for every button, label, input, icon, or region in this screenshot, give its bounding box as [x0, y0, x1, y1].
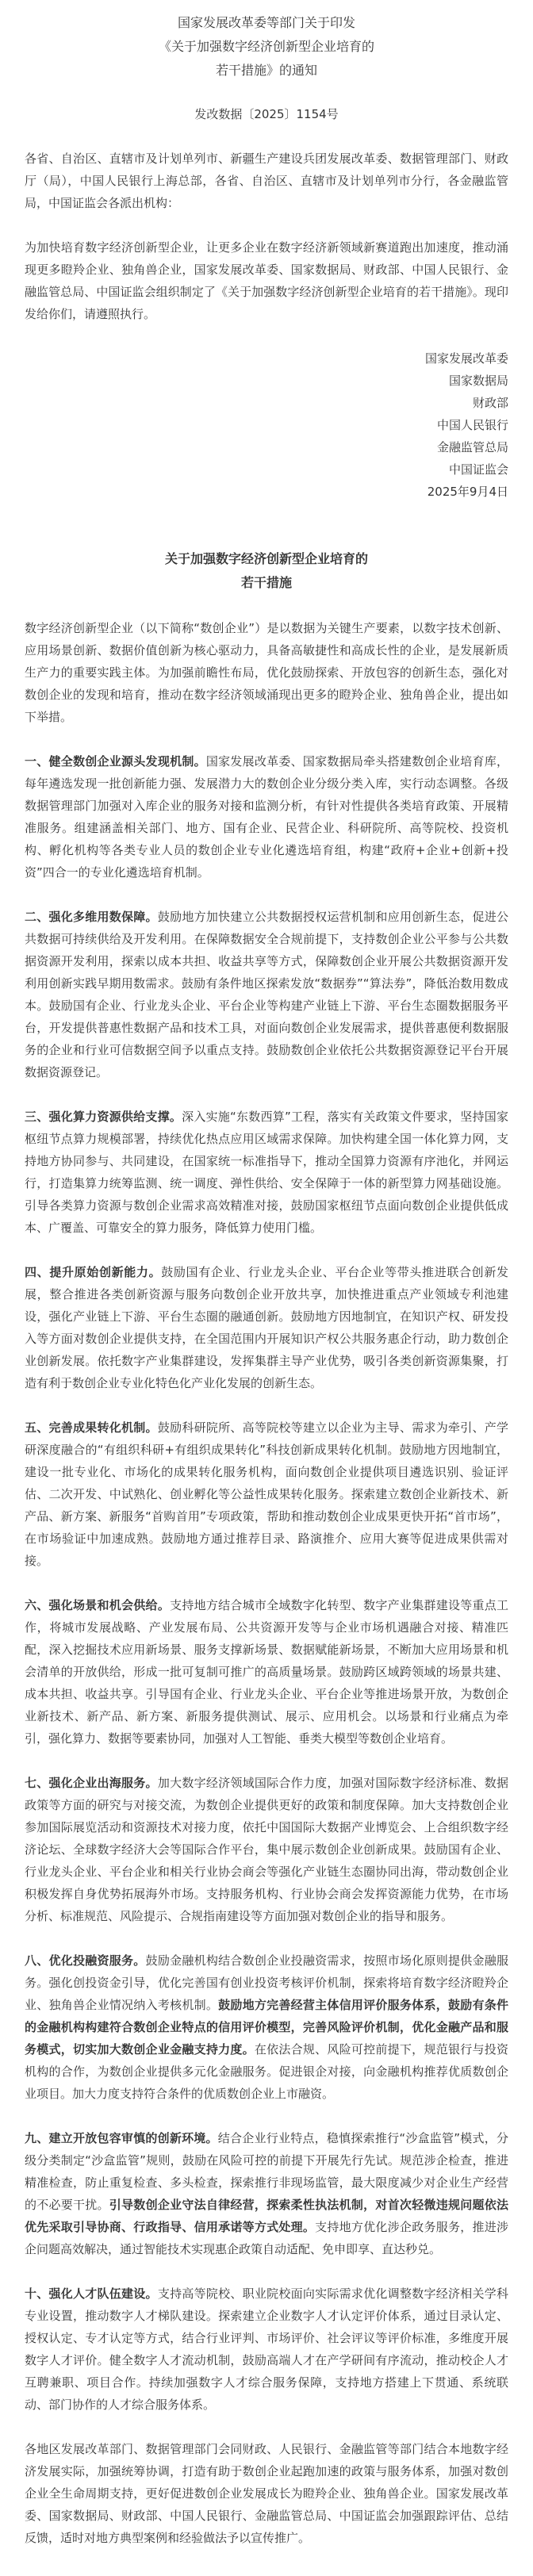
signer-4: 中国人民银行	[436, 418, 508, 432]
section-2-text: 鼓励地方加快建立公共数据授权运营机制和应用创新生态，促进公共数据可持续供给及开发利用。在保障数据安全合规前提下，支持数创企业公平参与公共数据资源开发利用，探索以成本共担、收益共享等方式，保障数创企业开展公共数据资源开发利用创新实践早期用数需求。鼓励有条件地区探索发放“数据券”“算法券”，降低治数用数成本。鼓励国有企业、行业龙头企业、平台企业等构建产业链上下游、平台生态圈数据服务平台，开发提供普惠性数据产品和技术工具，对面向数创企业发展需求，提供普惠便利数据服务的企业和行业可信数据空间予以重点支持。鼓励数创企业依托公共数据资源登记平台开展数据资源登记。	[25, 910, 508, 1079]
doc-number: 发改数据〔2025〕1154号	[194, 107, 339, 121]
section-5-text: 鼓励科研院所、高等院校等建立以企业为主导、需求为牵引、产学研深度融合的“有组织科研+有组织成果转化”科技创新成果转化机制。鼓励地方因地制宜，建设一批专业化、市场化的成果转化服务机构，面向数创企业提供项目遴选识别、验证评估、二次开发、中试熟化、创业孵化等公益性成果转化服务。探索建立数创企业新技术、新产品、新方案、新服务“首购首用”专项政策，帮助和推动数创企业成果更快开拓“首市场”，在市场验证中加速成熟。鼓励地方通过推荐目录、路演推介、应用大赛等促进成果供需对接。	[25, 1420, 508, 1568]
section-9-text-pre: 结合企业行业特点，稳慎探索推行“沙盒监管”模式，分级分类制定“沙盒监管”规则，鼓励在风险可控的前提下开展先行先试。规范涉企检查，推进精准检查，防止重复检查、多头检查，探索推行非现场监管，最大限度减少对企业生产经营的不必要干扰。	[25, 2131, 508, 2212]
signer-3: 财政部	[472, 396, 508, 410]
section-3-paragraph	[25, 1106, 508, 1239]
closing-paragraph: 各地区发展改革部门、数据管理部门会同财政、人民银行、金融监管等部门结合本地数字经济发展实际，加强统筹协调，打造有助于数创企业起跑加速的政策与服务体系，加强对数创企业全生命周期支持，更好促进数创企业发展成长为瞪羚企业、独角兽企业。国家发展改革委、国家数据局、财政部、中国人民银行、金融监管总局、中国证监会加强跟踪评估、总结反馈，适时对地方典型案例和经验做法予以宣传推广。	[25, 2442, 508, 2545]
measures-intro-paragraph: 数字经济创新型企业（以下简称“数创企业”）是以数据为关键生产要素，以数字技术创新、应用场景创新、数据价值创新为核心驱动力，具备高敏捷性和高成长性的企业，是发展新质生产力的重要实践主体。为加强前瞻性布局，优化鼓励探索、开放包容的创新生态，强化对数创企业的发现和培育，推动在数字经济领域涌现出更多的瞪羚企业、独角兽企业，提出如下举措。	[25, 621, 508, 724]
notice-title	[25, 11, 508, 82]
section-6-paragraph	[25, 1594, 508, 1750]
section-6-heading: 六、强化场景和机会供给。	[25, 1598, 171, 1612]
section-9-text-post: 支持地方优化涉企政务服务，推进涉企问题高效解决，通过智能技术实现惠企政策自动适配、免申即享、直达秒兑。	[25, 2220, 508, 2256]
section-10-paragraph	[25, 2283, 508, 2416]
section-6-text: 支持地方结合城市全域数字化转型、数字产业集群建设等重点工作，将城市发展战略、产业发展布局、公共资源开发等与企业市场机遇融合对接、精准匹配，深入挖掘技术应用新场景、服务支撑新场景、数据赋能新场景，不断加大应用场景和机会清单的开放供给，形成一批可复制可推广的高质量场景。鼓励跨区域跨领域的场景共建、成本共担、收益共享。引导国有企业、行业龙头企业、平台企业等推进场景开放，为数创企业新技术、新产品、新方案、新服务提供测试、展示、应用机会。以场景和行业痛点为牵引，强化算力、数据等要素协同，加强对人工智能、垂类大模型等数创企业培育。	[25, 1598, 508, 1746]
section-9-heading: 九、建立开放包容审慎的创新环境。	[25, 2131, 218, 2145]
section-1-text: 国家发展改革委、国家数据局牵头搭建数创企业培育库，每年遴选发现一批创新能力强、发展潜力大的数创企业分级分类入库，实行动态调整。各级数据管理部门加强对入库企业的服务对接和监测分析，有针对性提供各类培育政策、开展精准服务。组建涵盖相关部门、地方、国有企业、民营企业、科研院所、高等院校、投资机构、孵化机构等各类专业人员的数创企业专业化遴选培育组，构建“政府+企业+创新+投资”四合一的专业化遴选培育机制。	[25, 754, 508, 880]
section-10-text: 支持高等院校、职业院校面向实际需求优化调整数字经济相关学科专业设置，推动数字人才梯队建设。探索建立企业数字人才认定评价体系，通过目录认定、授权认定、专才认定等方式，结合行业评判、市场评价、社会评议等评价标准，多维度开展数字人才评价。健全数字人才流动机制，鼓励高端人才在产学研间有序流动，推动校企人才互聘兼职、项目合作。持续加强数字人才综合服务保障，支持地方搭建上下贯通、系统联动、部门协作的人才综合服务体系。	[25, 2287, 508, 2412]
section-8-text-bold: 鼓励地方完善经营主体信用评价服务体系，鼓励有条件的金融机构构建符合数创企业特点的信用评价模型，完善风险评价机制，优化金融产品和服务模式，切实加大数创企业金融支持力度。	[25, 1998, 508, 2057]
signer-5: 金融监管总局	[436, 440, 508, 454]
issue-date: 2025年9月4日	[427, 485, 508, 499]
section-5-heading: 五、完善成果转化机制。	[25, 1420, 158, 1435]
section-1-heading: 一、健全数创企业源头发现机制。	[25, 754, 206, 769]
section-2-paragraph	[25, 906, 508, 1083]
section-3-text: 深入实施“东数西算”工程，落实有关政策文件要求，坚持国家枢纽节点算力规模部署，持续优化热点应用区域需求保障。加快构建全国一体化算力网，支持地方协同参与、共同建设，在国家统一标准指导下，推动全国算力资源有序池化，并网运行，打造集算力统筹监测、统一调度、弹性供给、安全保障于一体的新型算力网基础设施。引导各类算力资源与数创企业需求高效精准对接，鼓励国家枢纽节点面向数创企业提供低成本、广覆盖、可靠安全的算力服务，降低算力使用门槛。	[25, 1110, 508, 1235]
section-9-text-bold: 引导数创企业守法自律经营，探索柔性执法机制，对首次轻微违规问题依法优先采取引导协商、行政指导、信用承诺等方式处理。	[25, 2198, 508, 2234]
section-7-heading: 七、强化企业出海服务。	[25, 1776, 158, 1790]
section-7-paragraph	[25, 1772, 508, 1927]
section-9-paragraph	[25, 2127, 508, 2260]
section-8-text-pre: 鼓励金融机构结合数创企业投融资需求，按照市场化原则提供金融服务。强化创投资金引导，优化完善国有创业投资考核评价机制，探索将培育数字经济瞪羚企业、独角兽企业情况纳入考核机制。	[25, 1953, 508, 2012]
section-7-text: 加大数字经济领域国际合作力度，加强对国际数字经济标准、数据政策等方面的研究与对接交流，为数创企业提供更好的政策和制度保障。加大支持数创企业参加国际展览活动和资源技术对接力度，依托中国国际大数据产业博览会、上合组织数字经济论坛、全球数字经济大会等国际合作平台，集中展示数创企业创新成果。鼓励国有企业、行业龙头企业、平台企业和相关行业协会商会等强化产业链生态圈协同出海，带动数创企业积极发挥自身优势拓展海外市场。支持服务机构、行业协会商会发挥资源能力优势，在市场分析、标准规范、风险提示、合规指南建设等方面加强对数创企业的指导和服务。	[25, 1776, 508, 1923]
signer-6: 中国证监会	[448, 462, 508, 477]
recipients-paragraph: 各省、自治区、直辖市及计划单列市、新疆生产建设兵团发展改革委、数据管理部门、财政厅（局），中国人民银行上海总部，各省、自治区、直辖市及计划单列市分行，各金融监管局，中国证监会各派出机构：	[25, 151, 508, 210]
section-4-paragraph	[25, 1261, 508, 1394]
section-8-paragraph	[25, 1949, 508, 2105]
section-4-heading: 四、提升原始创新能力。	[25, 1265, 162, 1279]
signer-2: 国家数据局	[448, 374, 508, 388]
measures-title-line-2: 若干措施	[240, 575, 292, 590]
section-2-heading: 二、强化多维用数保障。	[25, 910, 158, 924]
notice-title-line-1: 国家发展改革委等部门关于印发	[177, 15, 355, 30]
section-5-paragraph	[25, 1416, 508, 1572]
section-10-heading: 十、强化人才队伍建设。	[25, 2287, 158, 2301]
measures-title	[25, 547, 508, 595]
signature-block	[25, 347, 508, 503]
section-8-text-post: 在依法合规、风险可控前提下，规范银行与投资机构的合作，为数创企业提供多元化金融服务。促进银企对接，向金融机构推荐优质数创企业项目。加大力度支持符合条件的优质数创企业上市融资。	[25, 2042, 508, 2101]
section-1-paragraph	[25, 750, 508, 884]
notice-title-line-2: 《关于加强数字经济创新型企业培育的	[158, 39, 374, 54]
section-3-heading: 三、强化算力资源供给支撑。	[25, 1110, 182, 1124]
section-8-heading: 八、优化投融资服务。	[25, 1953, 146, 1968]
notice-title-line-3: 若干措施》的通知	[215, 63, 317, 78]
signer-1: 国家发展改革委	[424, 351, 508, 366]
section-4-text: 鼓励国有企业、行业龙头企业、平台企业等带头推进联合创新发展，整合推进各类创新资源与服务向数创企业开放共享，加快推进重点产业领域专利池建设，强化产业链上下游、平台生态圈的融通创新。鼓励地方因地制宜，在知识产权、研发投入等方面对数创企业提供支持，在全国范围内开展知识产权公共服务惠企行动，助力数创企业创新发展。依托数字产业集群建设，发挥集群主导产业优势，吸引各类创新资源集聚，打造有利于数创企业专业化特色化产业化发展的创新生态。	[25, 1265, 508, 1390]
notice-body-paragraph: 为加快培育数字经济创新型企业，让更多企业在数字经济新领域新赛道跑出加速度，推动涌现更多瞪羚企业、独角兽企业，国家发展改革委、国家数据局、财政部、中国人民银行、金融监管总局、中国证监会组织制定了《关于加强数字经济创新型企业培育的若干措施》。现印发给你们，请遵照执行。	[25, 240, 508, 321]
measures-title-line-1: 关于加强数字经济创新型企业培育的	[164, 551, 368, 566]
